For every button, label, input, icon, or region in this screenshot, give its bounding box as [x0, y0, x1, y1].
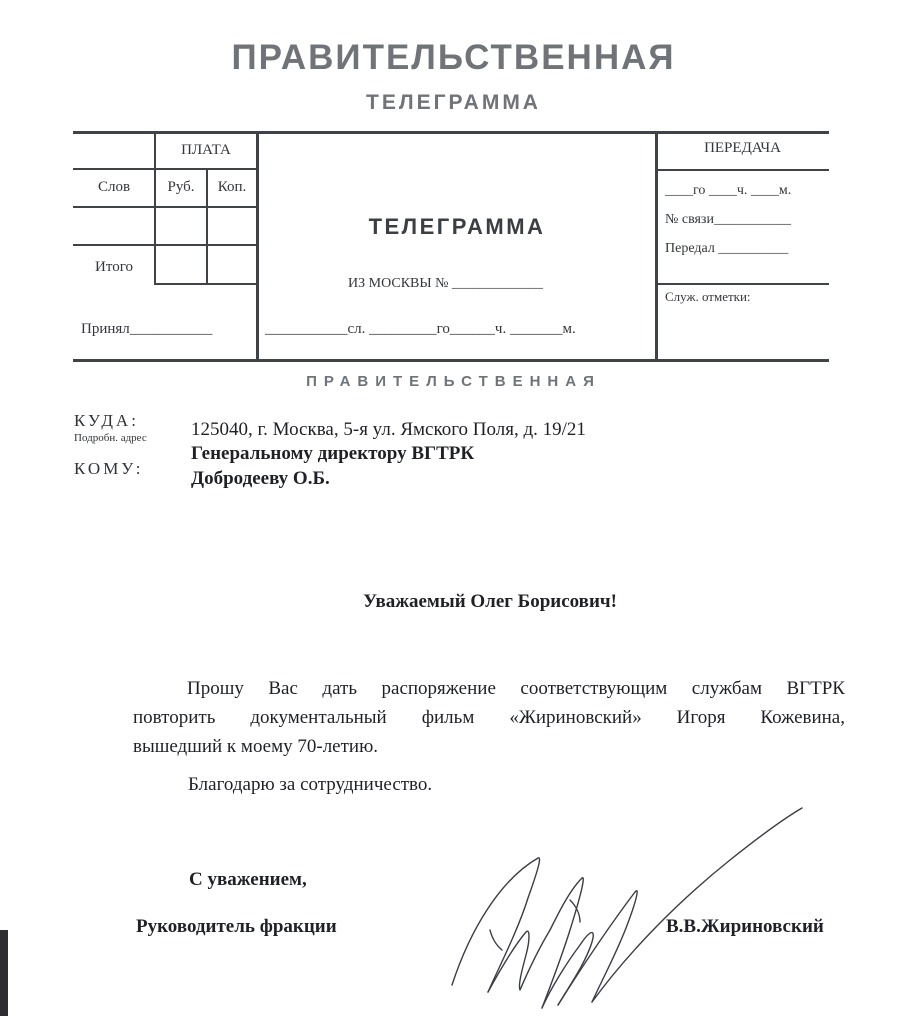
signer-name: В.В.Жириновский: [666, 916, 824, 937]
form-right-row1: [656, 169, 829, 171]
signer-position: Руководитель фракции: [136, 916, 337, 937]
recipient-title: Генеральному директору ВГТРК: [191, 443, 475, 464]
recipient-name: Добродееву О.Б.: [191, 468, 330, 489]
words-time-field: ___________сл. _________го______ч. _______м.: [265, 321, 576, 337]
time-field: ____го ____ч. ____м.: [665, 183, 792, 198]
letter-body-line2: повторить документальный фильм «Жириновский» Игоря Кожевина,: [133, 707, 845, 728]
thanks-line: Благодарю за сотрудничество.: [188, 774, 433, 795]
signature: [430, 780, 830, 1016]
sent-field: Передал __________: [665, 241, 789, 256]
telegram-header-title: ПРАВИТЕЛЬСТВЕННАЯ: [231, 38, 676, 77]
payment-label: ПЛАТА: [181, 142, 231, 158]
scan-edge-mark: [0, 930, 8, 1016]
transmission-label: ПЕРЕДАЧА: [704, 140, 781, 156]
form-divider-left: [256, 131, 259, 362]
form-top-border: [73, 131, 829, 134]
form-right-row2: [656, 283, 829, 285]
form-divider-right: [655, 131, 658, 362]
salutation: Уважаемый Олег Борисович!: [363, 591, 617, 612]
letter-body: [133, 674, 845, 761]
letter-body-line1: Прошу Вас дать распоряжение соответствующим службам ВГТРК: [187, 678, 845, 699]
total-label: Итого: [95, 259, 133, 275]
words-label: Слов: [97, 179, 131, 195]
government-label: ПРАВИТЕЛЬСТВЕННАЯ: [306, 373, 601, 390]
received-field: Принял___________: [81, 321, 213, 337]
form-left-row3: [73, 244, 257, 246]
from-moscow-field: ИЗ МОСКВЫ № _____________: [348, 276, 543, 291]
closing-line: С уважением,: [189, 869, 307, 890]
letter-body-line3: вышедший к моему 70-летию.: [133, 736, 379, 757]
to-label: КОМУ:: [74, 459, 144, 478]
form-bottom-border: [73, 359, 829, 362]
telegram-form: [0, 0, 907, 400]
kop-label: Коп.: [217, 179, 247, 195]
form-left-row1: [73, 168, 257, 170]
form-left-row2: [73, 206, 257, 208]
rub-label: Руб.: [167, 179, 195, 195]
where-sublabel: Подробн. адрес: [74, 432, 147, 444]
connection-field: № связи___________: [665, 212, 791, 227]
service-marks-label: Служ. отметки:: [665, 289, 751, 304]
where-label: КУДА:: [74, 411, 139, 430]
address-street: 125040, г. Москва, 5-я ул. Ямского Поля, д. 19/21: [191, 419, 586, 440]
form-center-title: ТЕЛЕГРАММА: [368, 214, 546, 239]
telegram-header-subtitle: ТЕЛЕГРАММА: [366, 91, 541, 114]
